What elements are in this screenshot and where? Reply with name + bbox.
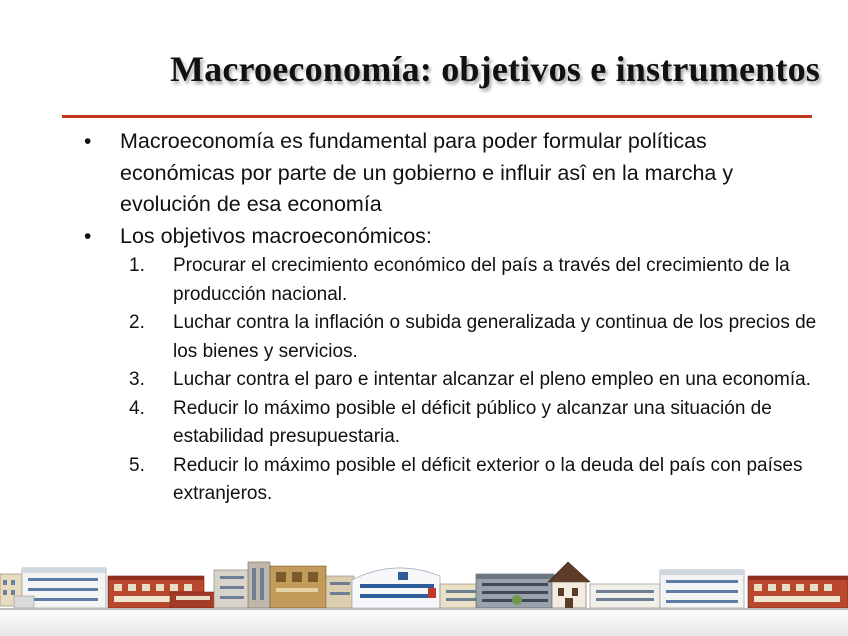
bullet-text: Los objetivos macroeconómicos: (120, 223, 432, 248)
objective-item (129, 252, 826, 309)
building-5 (214, 562, 270, 608)
objective-text: Luchar contra la inflación o subida generalizada y continua de los precios de los bienes y servicios. (173, 312, 817, 362)
objective-text: Reducir lo máximo posible el déficit exterior o la deuda del país con países extranjeros. (173, 454, 803, 504)
objective-text: Reducir lo máximo posible el déficit público y alcanzar una situación de estabilidad presupuestaria. (173, 397, 772, 447)
objective-item (129, 452, 826, 509)
objective-number: 1. (129, 255, 145, 276)
title-underline (62, 115, 812, 118)
objective-number: 2. (129, 312, 145, 333)
objective-number: 5. (129, 454, 145, 476)
objective-number: 3. (129, 369, 145, 390)
building-11 (590, 584, 660, 608)
objective-item (129, 309, 826, 366)
bullet-item (84, 221, 826, 253)
bullet-item (84, 126, 826, 221)
slide-content (84, 126, 826, 509)
objective-number: 4. (129, 397, 145, 419)
building-13 (748, 576, 848, 608)
objective-item (129, 366, 826, 395)
building-12 (660, 570, 744, 608)
building-7 (352, 568, 440, 608)
objective-text: Procurar el crecimiento económico del país a través del crecimiento de la producción nacional. (173, 255, 790, 305)
slide-title: Macroeconomía: objetivos e instrumentos (169, 49, 820, 89)
objective-text: Luchar contra el paro e intentar alcanzar el pleno empleo en una economía. (173, 369, 811, 390)
building-4 (170, 592, 216, 608)
objectives-list (129, 252, 826, 509)
bullet-icon: • (84, 130, 92, 153)
building-9 (476, 574, 554, 608)
building-2 (14, 568, 106, 608)
bullet-text: Macroeconomía es fundamental para poder formular políticas económicas por parte de un gobierno e influir asî en la marcha y evolución de esa economía (120, 129, 734, 216)
bullet-icon: • (84, 224, 92, 248)
building-6 (270, 566, 354, 608)
city-buildings-illustration (0, 558, 848, 636)
objective-item (129, 395, 826, 452)
building-10 (548, 562, 590, 608)
